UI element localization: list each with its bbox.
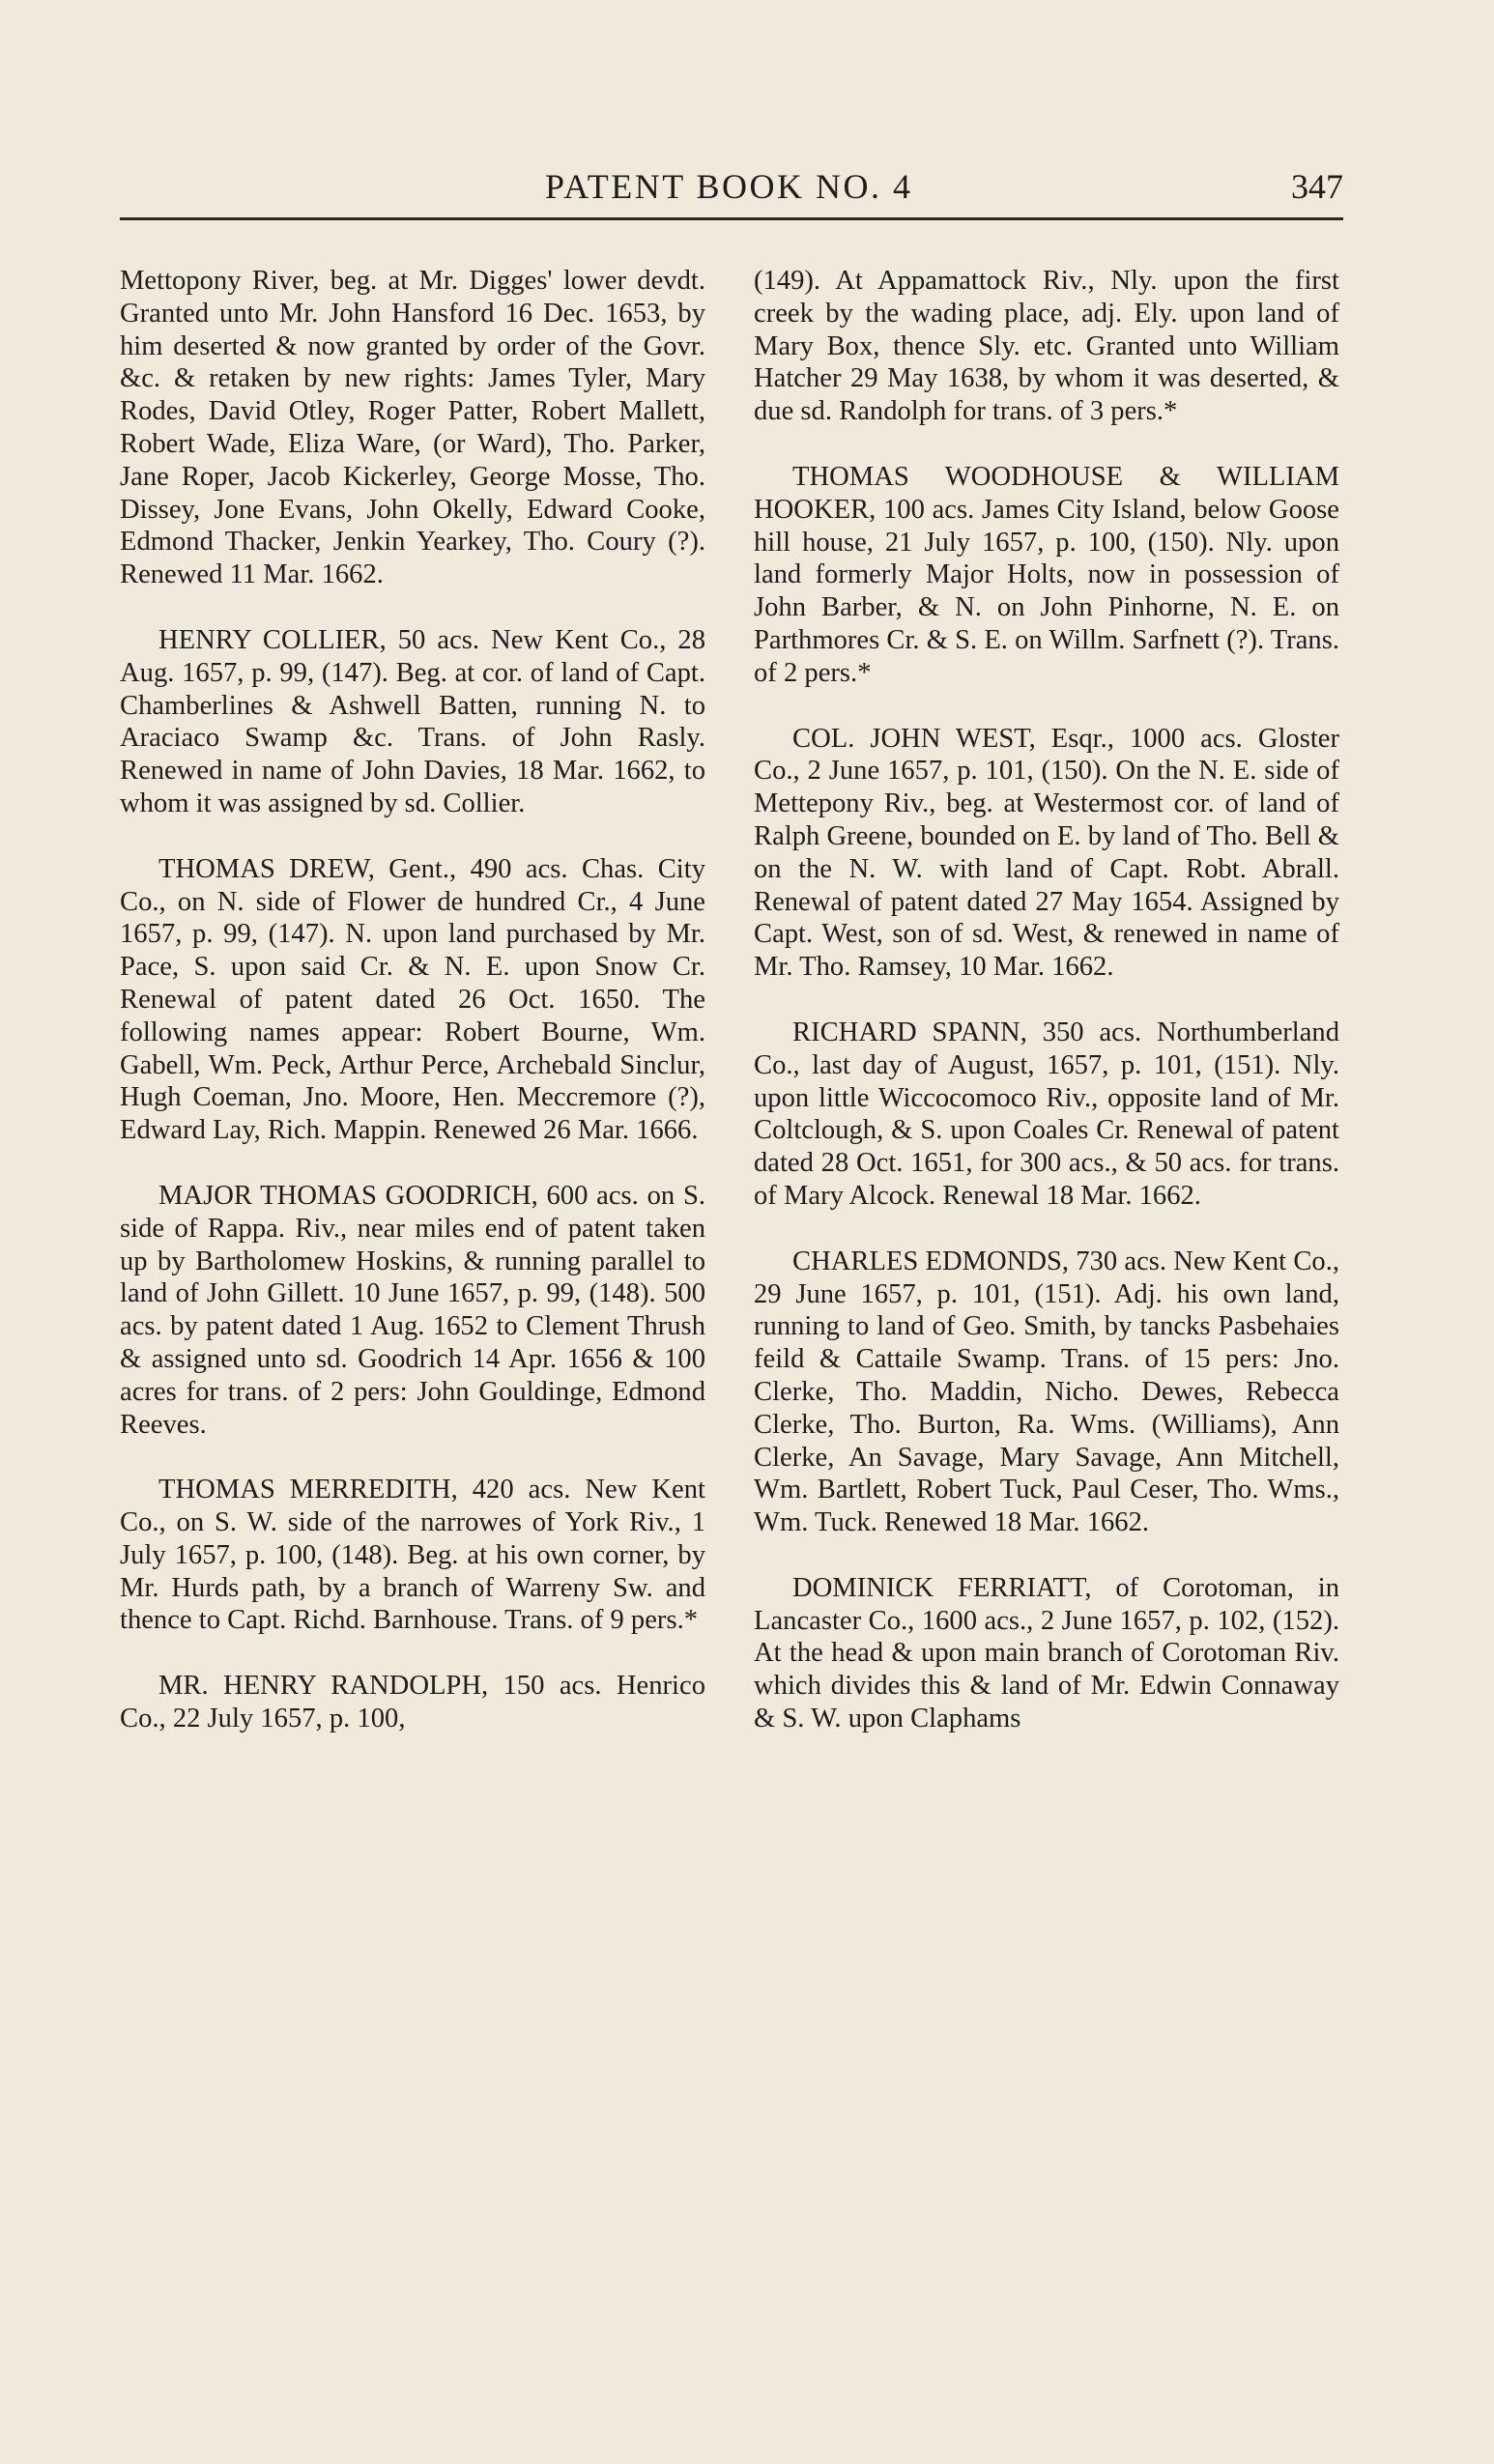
patent-entry: CHARLES EDMONDS, 730 acs. New Kent Co., 29 June 1657, p. 101, (151). Adj. his own land, running to land of Geo. Smith, by tancks Pasbehaies feild & Cattaile Swamp. Trans. of 15 pers: Jno. Clerke, Tho. Maddin, Nicho. Dewes, Rebecca Clerke, Tho. Burton, Ra. Wms. (Williams), Ann Clerke, An Savage, Mary Savage, Ann Mitchell, Wm. Bartlett, Robert Tuck, Paul Ceser, Tho. Wms., Wm. Tuck. Renewed 18 Mar. 1662. — [754, 1246, 1339, 1538]
patent-entry-continued: (149). At Appamattock Riv., Nly. upon the first creek by the wading place, adj. Ely. upon land of Mary Box, thence Sly. etc. Granted unto William Hatcher 29 May 1638, by whom it was deserted, & due sd. Randolph for trans. of 3 pers.* — [754, 266, 1339, 427]
patent-entry: MR. HENRY RANDOLPH, 150 acs. Henrico Co., 22 July 1657, p. 100, — [120, 1671, 705, 1734]
patent-entry: THOMAS MERREDITH, 420 acs. New Kent Co., on S. W. side of the narrowes of York Riv., 1 July 1657, p. 100, (148). Beg. at his own corner, by Mr. Hurds path, by a branch of Warreny Sw. and thence to Capt. Richd. Barnhouse. Trans. of 9 pers.* — [120, 1475, 705, 1636]
header-rule — [120, 217, 1343, 220]
patent-entry: DOMINICK FERRIATT, of Corotoman, in Lancaster Co., 1600 acs., 2 June 1657, p. 102, (152). At the head & upon main branch of Corotoman Riv. which divides this & land of Mr. Edwin Connaway & S. W. upon Claphams — [754, 1572, 1339, 1734]
left-column — [120, 265, 705, 1735]
patent-entry: COL. JOHN WEST, Esqr., 1000 acs. Gloster Co., 2 June 1657, p. 101, (150). On the N. E. side of Mettepony Riv., beg. at Westermost cor. of land of Ralph Greene, bounded on E. by land of Tho. Bell & on the N. W. with land of Capt. Robt. Abrall. Renewal of patent dated 27 May 1654. Assigned by Capt. West, son of sd. West, & renewed in name of Mr. Tho. Ramsey, 10 Mar. 1662. — [754, 723, 1339, 983]
patent-entry: THOMAS WOODHOUSE & WILLIAM HOOKER, 100 acs. James City Island, below Goose hill house, 21 July 1657, p. 100, (150). Nly. upon land formerly Major Holts, now in possession of John Barber, & N. on John Pinhorne, N. E. on Parthmores Cr. & S. E. on Willm. Sarfnett (?). Trans. of 2 pers.* — [754, 461, 1339, 688]
right-column — [754, 265, 1339, 1735]
page-number: 347 — [1291, 167, 1343, 206]
patent-entry: RICHARD SPANN, 350 acs. Northumberland Co., last day of August, 1657, p. 101, (151). Nly. upon little Wiccocomoco Riv., opposite land of Mr. Coltclough, & S. upon Coales Cr. Renewal of patent dated 28 Oct. 1651, for 300 acs., & 50 acs. for trans. of Mary Alcock. Renewal 18 Mar. 1662. — [754, 1017, 1339, 1211]
patent-entry: MAJOR THOMAS GOODRICH, 600 acs. on S. side of Rappa. Riv., near miles end of patent taken up by Bartholomew Hoskins, & running parallel to land of John Gillett. 10 June 1657, p. 99, (148). 500 acs. by patent dated 1 Aug. 1652 to Clement Thrush & assigned unto sd. Goodrich 14 Apr. 1656 & 100 acres for trans. of 2 pers: John Gouldinge, Edmond Reeves. — [120, 1180, 705, 1440]
running-header — [120, 162, 1343, 211]
patent-entry: HENRY COLLIER, 50 acs. New Kent Co., 28 Aug. 1657, p. 99, (147). Beg. at cor. of land of Capt. Chamberlines & Ashwell Batten, running N. to Araciaco Swamp &c. Trans. of John Rasly. Renewed in name of John Davies, 18 Mar. 1662, to whom it was assigned by sd. Collier. — [120, 624, 705, 818]
running-title: PATENT BOOK NO. 4 — [545, 167, 913, 206]
patent-entry-continued: Mettopony River, beg. at Mr. Digges' lower devdt. Granted unto Mr. John Hansford 16 Dec. 1653, by him deserted & now granted by order of the Govr. &c. & retaken by new rights: James Tyler, Mary Rodes, David Otley, Roger Patter, Robert Mallett, Robert Wade, Eliza Ware, (or Ward), Tho. Parker, Jane Roper, Jacob Kickerley, George Mosse, Tho. Dissey, Jone Evans, John Okelly, Edward Cooke, Edmond Thacker, Jenkin Yearkey, Tho. Coury (?). Renewed 11 Mar. 1662. — [120, 266, 705, 590]
patent-entry: THOMAS DREW, Gent., 490 acs. Chas. City Co., on N. side of Flower de hundred Cr., 4 June 1657, p. 99, (147). N. upon land purchased by Mr. Pace, S. upon said Cr. & N. E. upon Snow Cr. Renewal of patent dated 26 Oct. 1650. The following names appear: Robert Bourne, Wm. Gabell, Wm. Peck, Arthur Perce, Archebald Sinclur, Hugh Coeman, Jno. Moore, Hen. Meccremore (?), Edward Lay, Rich. Mappin. Renewed 26 Mar. 1666. — [120, 853, 705, 1146]
